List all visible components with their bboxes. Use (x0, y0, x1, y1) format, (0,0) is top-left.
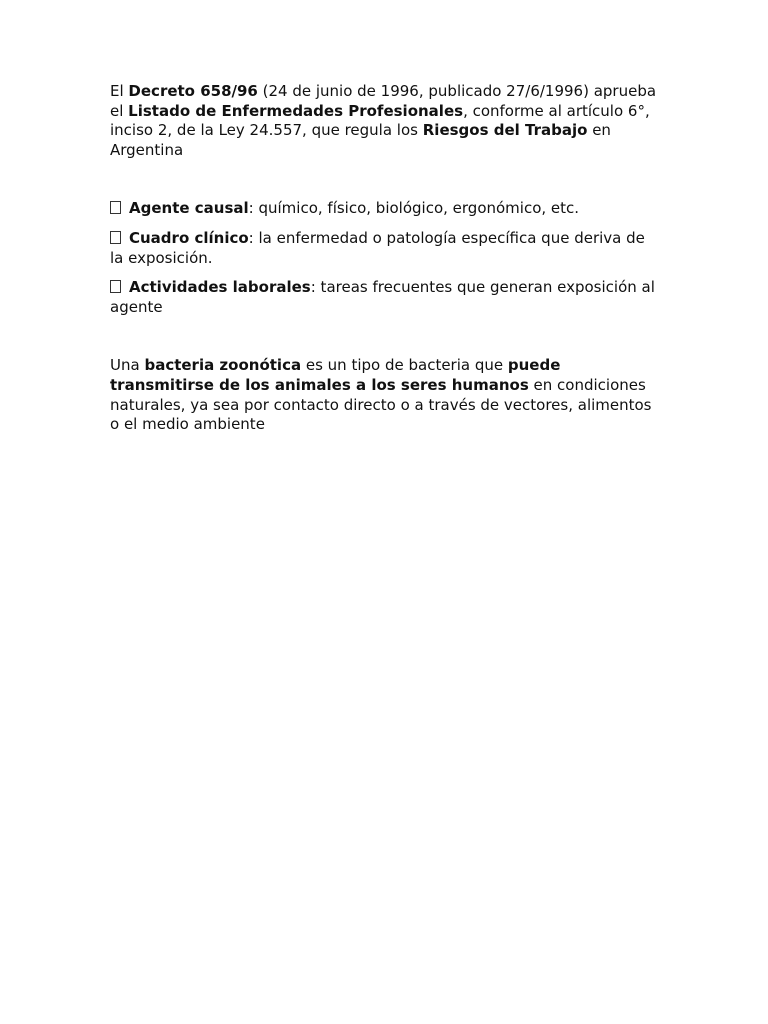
transmission-phrase: puede transmitirse de los animales a los seres humanos (110, 356, 561, 394)
missing-glyph-icon (110, 280, 121, 293)
bullet-item-actividades-laborales (110, 278, 658, 317)
bullet-term: Actividades laborales (129, 278, 311, 297)
document-body (110, 82, 658, 435)
zoonotic-paragraph (110, 356, 658, 434)
bullet-item-agente-causal (110, 199, 658, 219)
missing-glyph-icon (110, 201, 121, 214)
bullet-item-cuadro-clinico (110, 229, 658, 268)
intro-text: El (110, 82, 129, 100)
zoonotic-text: es un tipo de bacteria que (301, 356, 508, 375)
zoonotic-text: Una (110, 356, 145, 375)
intro-text: en Argentina (110, 121, 611, 159)
bullet-text: : químico, físico, biológico, ergonómico, etc. (248, 199, 580, 218)
list-name: Listado de Enfermedades Profesionales (128, 101, 464, 120)
intro-text: (24 de junio de 1996, publicado 27/6/1996) aprueba el (110, 82, 657, 120)
decree-name: Decreto 658/96 (128, 82, 258, 100)
zoonotic-term: bacteria zoonótica (144, 356, 302, 375)
bullet-text: : la enfermedad o patología específica que deriva de la exposición. (110, 228, 645, 267)
risks-term: Riesgos del Trabajo (422, 121, 588, 140)
bullet-term: Agente causal (129, 199, 249, 218)
bullet-term: Cuadro clínico (129, 228, 249, 247)
intro-text: , conforme al artículo 6°, inciso 2, de la Ley 24.557, que regula los (110, 101, 650, 140)
intro-paragraph (110, 82, 658, 160)
zoonotic-text: en condiciones naturales, ya sea por contacto directo o a través de vectores, alimentos o el medio ambiente (110, 375, 652, 434)
bullet-text: : tareas frecuentes que generan exposición al agente (110, 278, 655, 316)
missing-glyph-icon (110, 231, 121, 244)
